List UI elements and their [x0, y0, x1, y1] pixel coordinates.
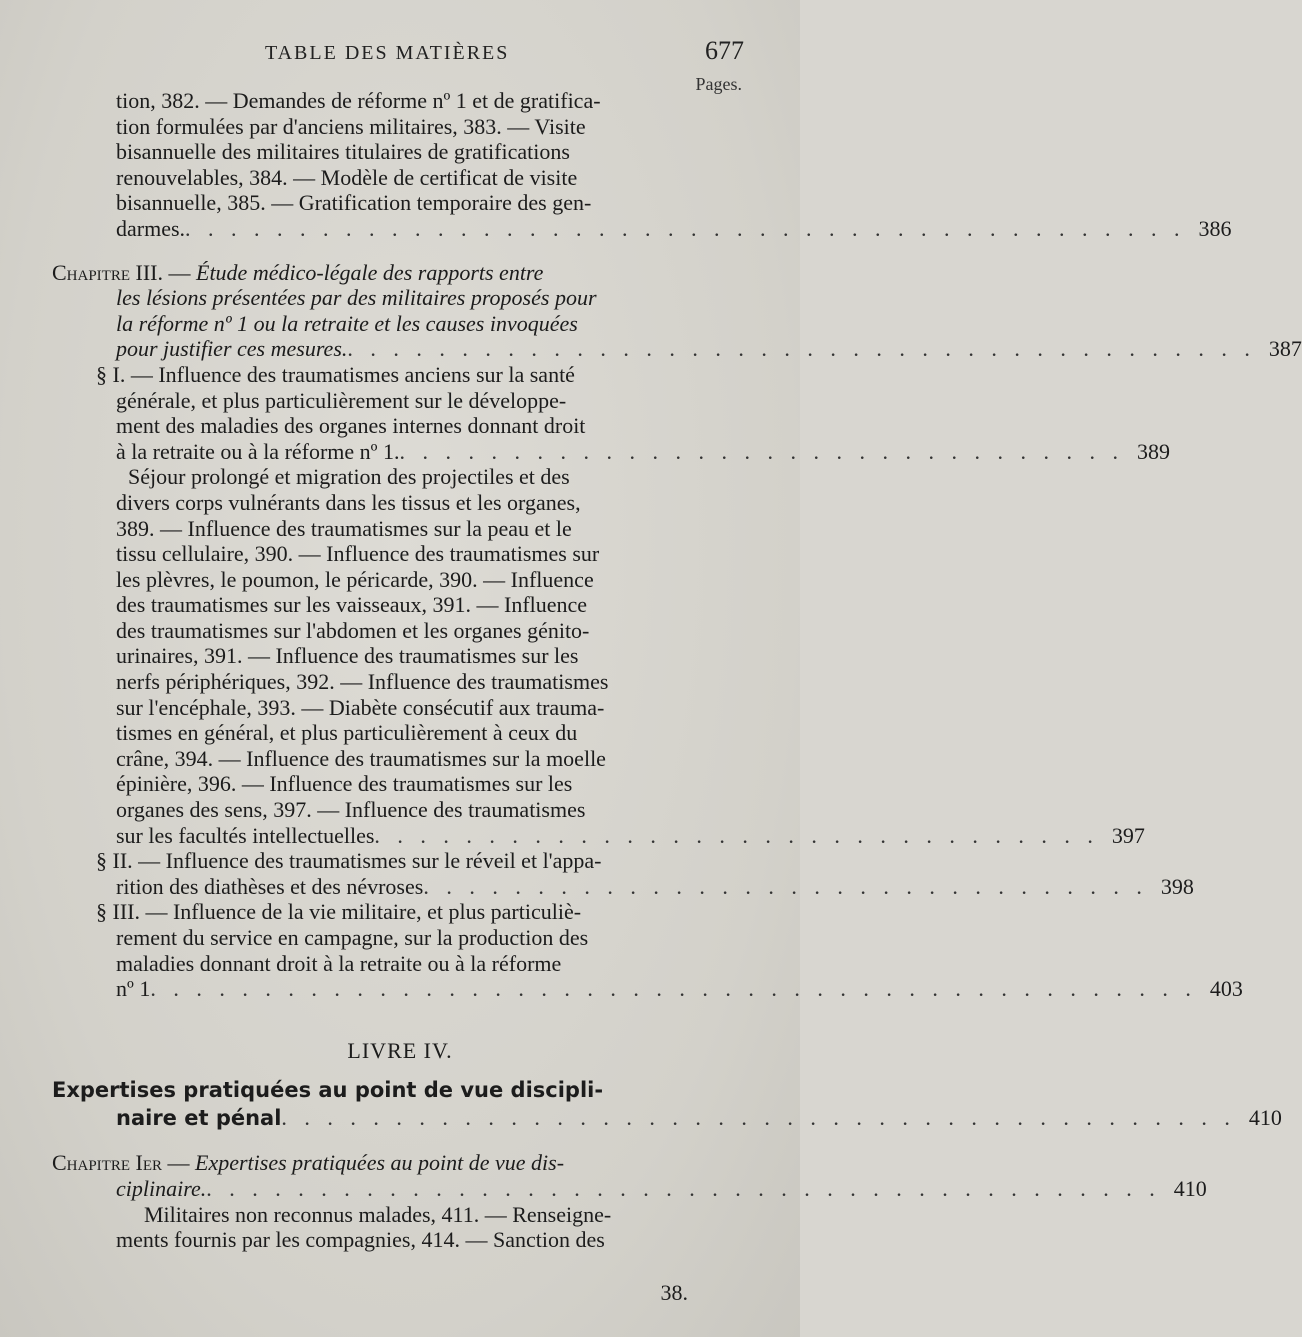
toc-chapter-iii — [52, 259, 1302, 362]
toc-entry-continuation — [116, 88, 1232, 242]
entry-line: renouvelables, 384. — Modèle de certificat de visite — [116, 164, 578, 190]
book-part-heading: LIVRE IV. — [347, 1037, 453, 1063]
pages-column-label: Pages. — [695, 74, 742, 94]
dot-leader: . . . . . . . . . . . . . . . . . . . . . . . . . . . . . . . . . . . . . . . . — [347, 336, 1256, 362]
running-title: TABLE DES MATIÈRES — [265, 42, 510, 64]
dot-leader: . . . . . . . . . . . . . . . . . . . . . . . . . . . . . . . . — [399, 438, 1125, 464]
entry-last-line: ciplinaire. — [116, 1175, 207, 1201]
entry-last-line: rition des diathèses et des névroses — [116, 873, 424, 899]
entry-page: 410 — [1173, 1175, 1207, 1201]
entry-page: 389 — [1137, 438, 1171, 464]
toc-section-iii — [96, 899, 1243, 1002]
entry-page: 410 — [1248, 1105, 1282, 1131]
dot-leader: . . . . . . . . . . . . . . . . . . . . . . . . . . . . . . . . — [374, 822, 1099, 848]
section-heading: § III. — Influence de la vie militaire, et plus particuliè- — [96, 899, 582, 925]
entry-line: générale, et plus particulièrement sur le développe- — [116, 387, 567, 413]
page-number: 677 — [705, 36, 744, 65]
detail-line: des traumatismes sur les vaisseaux, 391. — Influence — [116, 592, 588, 618]
detail-line: nerfs périphériques, 392. — Influence des traumatismes — [116, 669, 609, 695]
dot-leader: . . . . . . . . . . . . . . . . . . . . . . . . . . . . . . . . . . . . . . . . . . . . . . — [150, 976, 1197, 1002]
entry-last-line: pour justifier ces mesures. — [116, 336, 348, 362]
entry-last-line: sur les facultés intellectuelles — [116, 822, 375, 848]
chapter-label: Chapitre III. — [52, 259, 163, 285]
toc-section-ii — [96, 848, 1194, 899]
chapter-title: Expertises pratiquées au point de vue dis- — [195, 1150, 565, 1176]
entry-page: 398 — [1160, 873, 1194, 899]
detail-line: les plèvres, le poumon, le péricarde, 390. — Influence — [116, 566, 594, 592]
entry-page: 397 — [1111, 822, 1145, 848]
detail-line: organes des sens, 397. — Influence des traumatismes — [116, 797, 586, 823]
signature-mark: 38. — [660, 1280, 688, 1305]
entry-last-line: naire et pénal — [116, 1106, 282, 1131]
entry-page: 386 — [1198, 215, 1232, 241]
detail-line: crâne, 394. — Influence des traumatismes sur la moelle — [116, 745, 606, 771]
entry-line: rement du service en campagne, sur la production des — [116, 925, 589, 950]
detail-line: tismes en général, et plus particulièrement à ceux du — [116, 720, 578, 746]
entry-page: 387 — [1268, 336, 1302, 362]
dot-leader: . . . . . . . . . . . . . . . . . . . . . . . . . . . . . . . . . . . . . . . . . . — [281, 1105, 1236, 1131]
part-title: Expertises pratiquées au point de vue discipli- — [52, 1078, 604, 1103]
entry-last-line: darmes. — [116, 215, 186, 241]
dot-leader: . . . . . . . . . . . . . . . . . . . . . . . . . . . . . . . . — [423, 873, 1148, 899]
entry-last-line: nº 1 — [116, 976, 151, 1002]
entry-line: ment des maladies des organes internes donnant droit — [116, 413, 586, 439]
entry-page: 403 — [1209, 976, 1243, 1002]
chapter-dash: — — [167, 1150, 190, 1176]
chapter-title-line: les lésions présentées par des militaires proposés pour — [116, 285, 597, 311]
detail-line: sur l'encéphale, 393. — Diabète consécutif aux trauma- — [116, 694, 605, 720]
toc-section-i — [96, 361, 1171, 848]
detail-line: Militaires non reconnus malades, 411. — Renseigne- — [144, 1201, 612, 1227]
chapter-title: Étude médico-légale des rapports entre — [196, 259, 544, 285]
entry-line: tion formulées par d'anciens militaires, 383. — Visite — [116, 113, 586, 139]
section-heading: § I. — Influence des traumatismes anciens sur la santé — [96, 361, 575, 387]
page-header — [0, 36, 800, 72]
detail-line: 389. — Influence des traumatismes sur la peau et le — [116, 515, 572, 541]
toc-chapter-i — [52, 1150, 1207, 1253]
detail-line: Séjour prolongé et migration des projectiles et des — [128, 464, 570, 490]
entry-line: tion, 382. — Demandes de réforme nº 1 et de gratifica- — [116, 88, 601, 113]
toc-part-heading — [52, 1077, 1282, 1132]
entry-last-line: à la retraite ou à la réforme nº 1. — [116, 438, 400, 464]
dot-leader: . . . . . . . . . . . . . . . . . . . . . . . . . . . . . . . . . . . . . . . . . . — [206, 1175, 1161, 1201]
entry-line: bisannuelle des militaires titulaires de gratifications — [116, 139, 570, 165]
chapter-dash: — — [168, 259, 191, 285]
entry-line: bisannuelle, 385. — Gratification temporaire des gen- — [116, 190, 592, 216]
detail-line: ments fournis par les compagnies, 414. — Sanction des — [116, 1227, 605, 1253]
chapter-title-line: la réforme nº 1 ou la retraite et les causes invoquées — [116, 310, 578, 336]
chapter-label: Chapitre Ier — [52, 1150, 162, 1176]
dot-leader: . . . . . . . . . . . . . . . . . . . . . . . . . . . . . . . . . . . . . . . . . . . . — [185, 215, 1186, 241]
detail-line: divers corps vulnérants dans les tissus et les organes, — [116, 489, 581, 515]
table-of-contents — [0, 88, 1302, 1253]
detail-line: urinaires, 391. — Influence des traumatismes sur les — [116, 643, 579, 669]
entry-line: maladies donnant droit à la retraite ou à la réforme — [116, 950, 562, 976]
detail-line: épinière, 396. — Influence des traumatismes sur les — [116, 771, 573, 797]
section-heading: § II. — Influence des traumatismes sur le réveil et l'appa- — [96, 848, 602, 874]
detail-line: tissu cellulaire, 390. — Influence des traumatismes sur — [116, 541, 600, 567]
detail-line: des traumatismes sur l'abdomen et les organes génito- — [116, 617, 590, 643]
